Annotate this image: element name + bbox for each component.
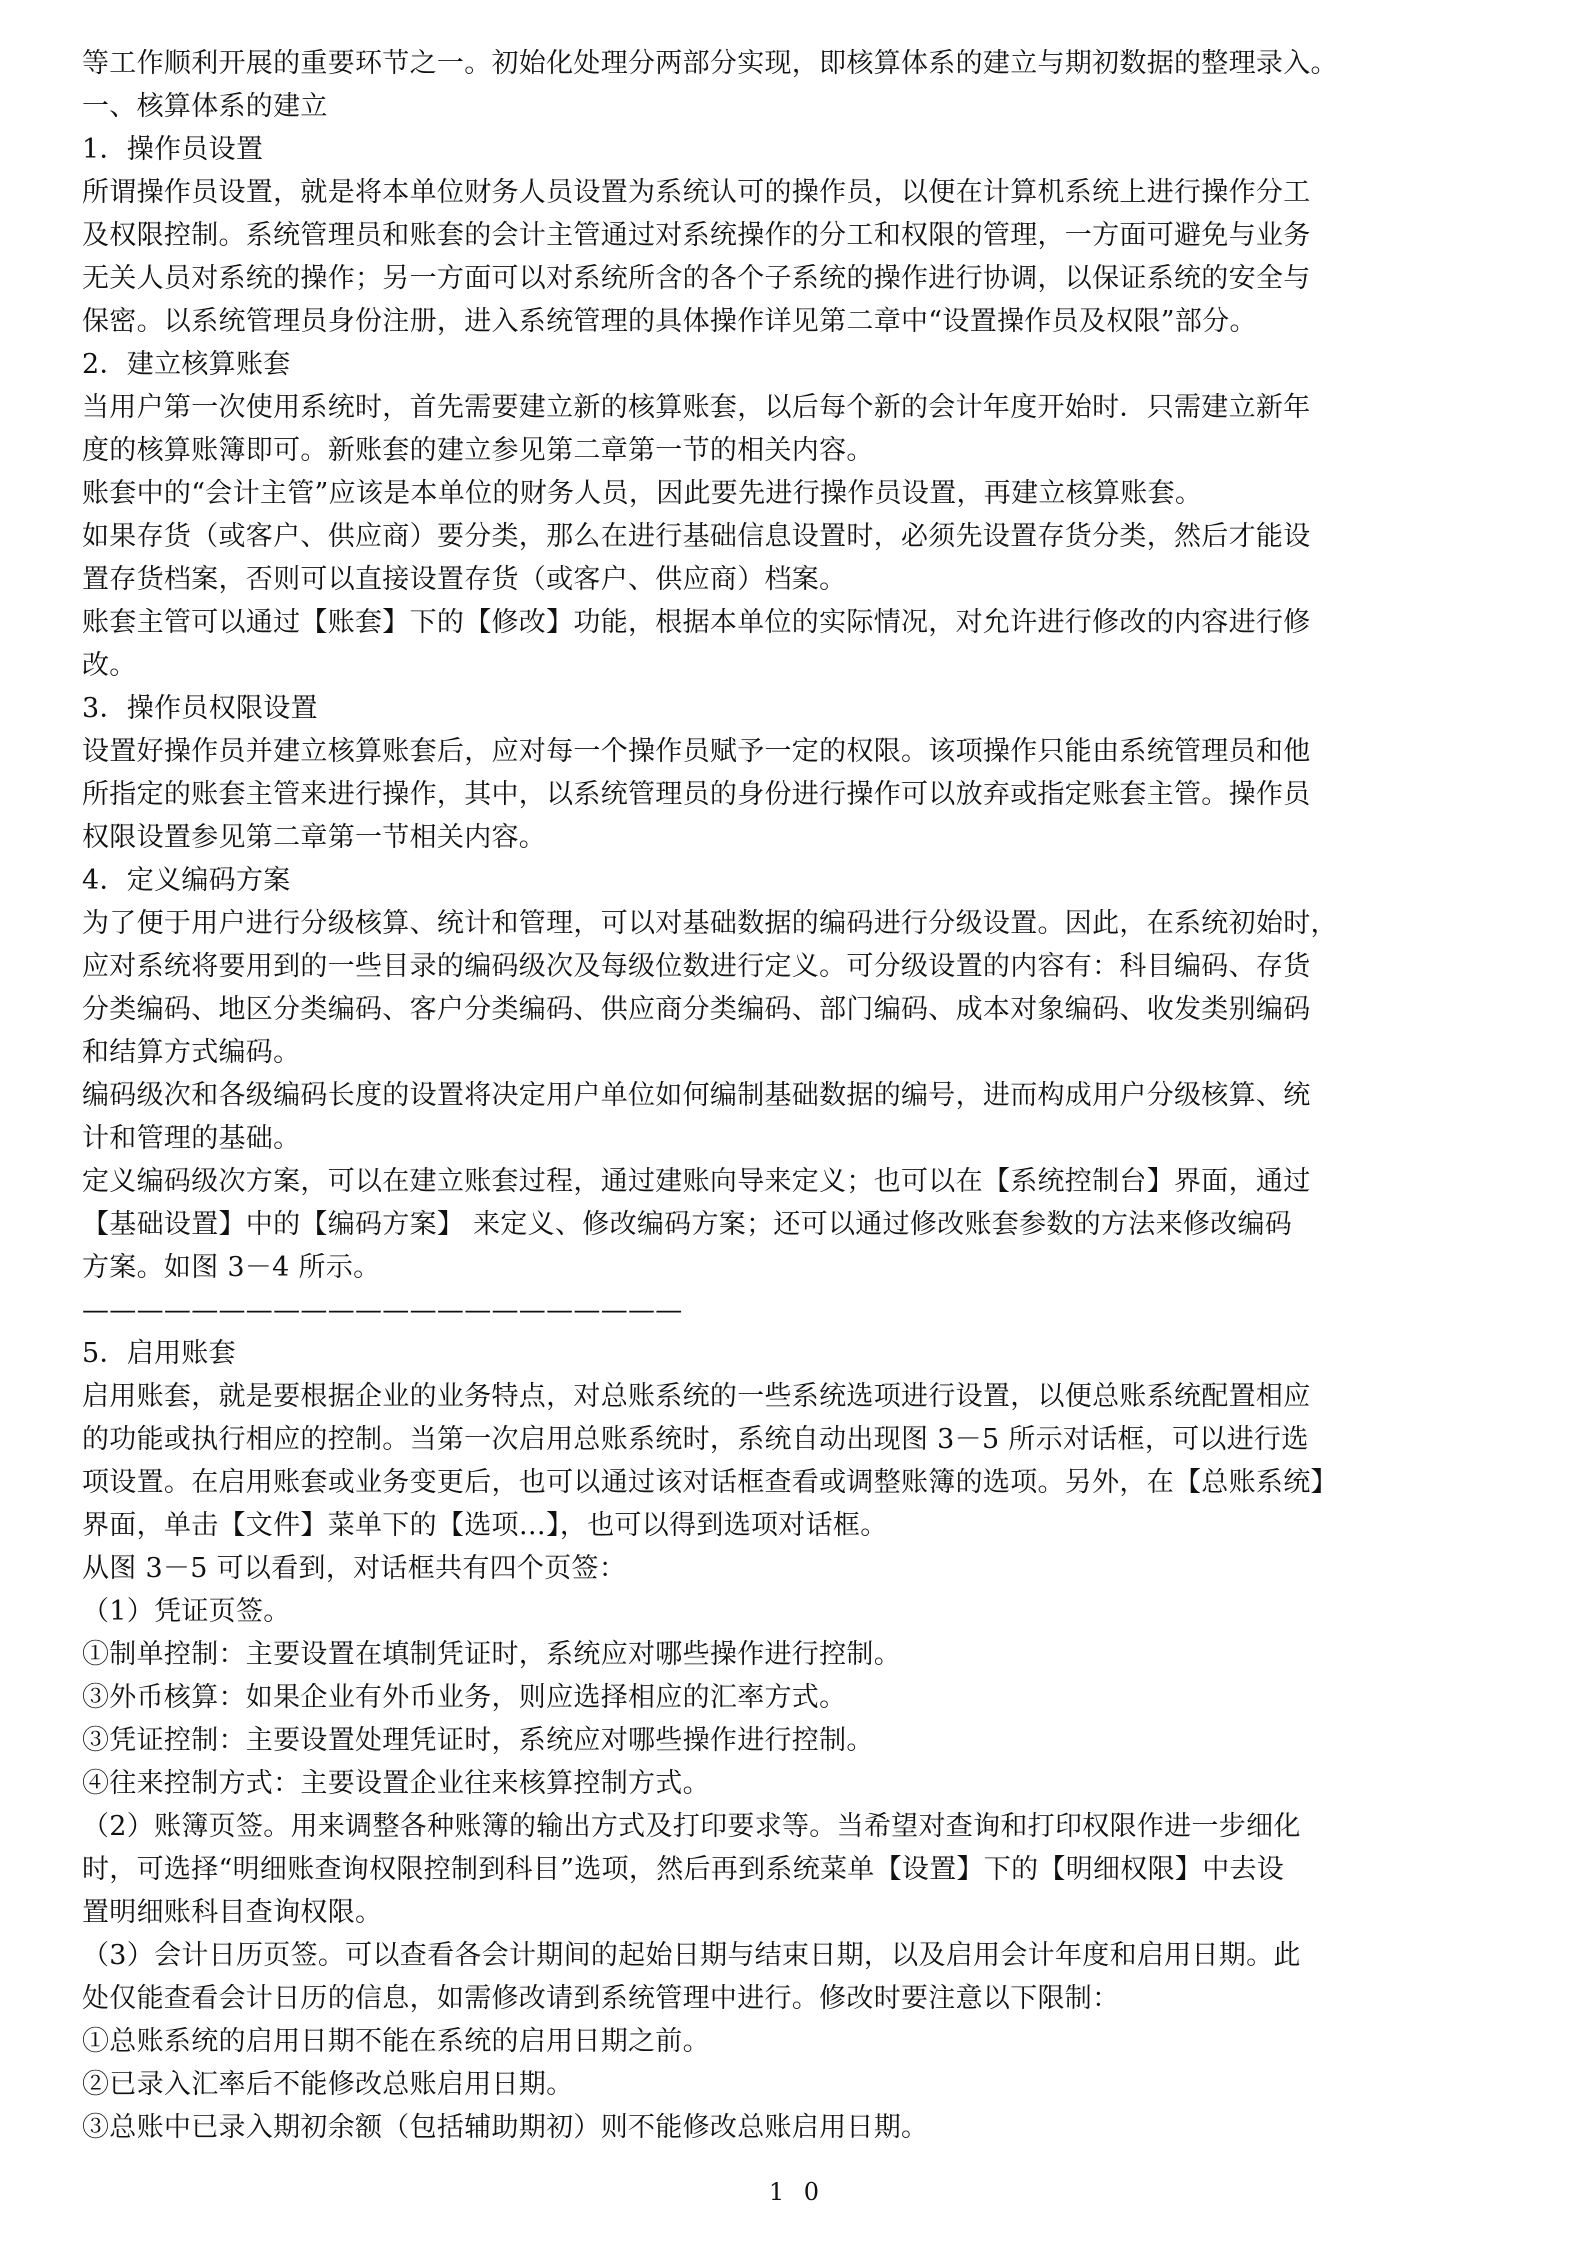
document-body (82, 42, 1522, 2149)
text-line: 改。 (82, 650, 137, 681)
text-line: 如果存货（或客户、供应商）要分类，那么在进行基础信息设置时，必须先设置存货分类，然后才能设 (82, 521, 1311, 552)
text-line: 一、核算体系的建立 (82, 91, 328, 122)
text-line: 所指定的账套主管来进行操作，其中，以系统管理员的身份进行操作可以放弃或指定账套主管。操作员 (82, 779, 1311, 810)
text-line: 账套中的“会计主管”应该是本单位的财务人员，因此要先进行操作员设置，再建立核算账套。 (82, 478, 1203, 509)
text-line: 时，可选择“明细账查询权限控制到科目”选项，然后再到系统菜单【设置】下的【明细权限】中去设 (82, 1854, 1285, 1885)
text-line: 账套主管可以通过【账套】下的【修改】功能，根据本单位的实际情况，对允许进行修改的内容进行修 (82, 607, 1311, 638)
text-line: 界面，单击【文件】菜单下的【选项…】，也可以得到选项对话框。 (82, 1510, 888, 1541)
text-line: （2）账簿页签。用来调整各种账簿的输出方式及打印要求等。当希望对查询和打印权限作进一步细化 (82, 1811, 1301, 1842)
text-line: 2．建立核算账套 (82, 349, 291, 380)
text-line: ①制单控制：主要设置在填制凭证时，系统应对哪些操作进行控制。 (82, 1639, 901, 1670)
text-line: 置明细账科目查询权限。 (82, 1897, 383, 1928)
text-line: 保密。以系统管理员身份注册，进入系统管理的具体操作详见第二章中“设置操作员及权限”部分。 (82, 306, 1257, 337)
text-line: （3）会计日历页签。可以查看各会计期间的起始日期与结束日期，以及启用会计年度和启用日期。此 (82, 1940, 1301, 1971)
text-line: 度的核算账簿即可。新账套的建立参见第二章第一节的相关内容。 (82, 435, 874, 466)
text-line: 4．定义编码方案 (82, 865, 291, 896)
text-line: 编码级次和各级编码长度的设置将决定用户单位如何编制基础数据的编号，进而构成用户分级核算、统 (82, 1080, 1311, 1111)
text-line: 方案。如图 3－4 所示。 (82, 1252, 381, 1283)
text-line: 定义编码级次方案，可以在建立账套过程，通过建账向导来定义；也可以在【系统控制台】界面，通过 (82, 1166, 1311, 1197)
text-line: 应对系统将要用到的一些目录的编码级次及每级位数进行定义。可分级设置的内容有：科目编码、存货 (82, 951, 1311, 982)
text-line: 等工作顺利开展的重要环节之一。初始化处理分两部分实现，即核算体系的建立与期初数据的整理录入。 (82, 48, 1338, 79)
text-line: 项设置。在启用账套或业务变更后，也可以通过该对话框查看或调整账簿的选项。另外，在【总账系统】 (82, 1467, 1338, 1498)
text-line: （1）凭证页签。 (82, 1596, 291, 1627)
text-line: 设置好操作员并建立核算账套后，应对每一个操作员赋予一定的权限。该项操作只能由系统管理员和他 (82, 736, 1311, 767)
text-line: 的功能或执行相应的控制。当第一次启用总账系统时，系统自动出现图 3－5 所示对话框，可以进行选 (82, 1424, 1309, 1455)
text-line: 为了便于用户进行分级核算、统计和管理，可以对基础数据的编码进行分级设置。因此，在系统初始时， (82, 908, 1338, 939)
text-line: ④往来控制方式：主要设置企业往来核算控制方式。 (82, 1768, 710, 1799)
page-number: 1 0 (768, 2178, 826, 2206)
text-line: 从图 3－5 可以看到，对话框共有四个页签： (82, 1553, 627, 1584)
text-line: 处仅能查看会计日历的信息，如需修改请到系统管理中进行。修改时要注意以下限制： (82, 1983, 1120, 2014)
text-line: 无关人员对系统的操作；另一方面可以对系统所含的各个子系统的操作进行协调，以保证系统的安全与 (82, 263, 1311, 294)
text-line: ②已录入汇率后不能修改总账启用日期。 (82, 2069, 574, 2100)
text-line: 权限设置参见第二章第一节相关内容。 (82, 822, 547, 853)
text-line: 当用户第一次使用系统时，首先需要建立新的核算账套，以后每个新的会计年度开始时．只需建立新年 (82, 392, 1311, 423)
text-line: 5．启用账套 (82, 1338, 236, 1369)
text-line: 【基础设置】中的【编码方案】 来定义、修改编码方案；还可以通过修改账套参数的方法来修改编码 (82, 1209, 1293, 1240)
text-line: ③总账中已录入期初余额（包括辅助期初）则不能修改总账启用日期。 (82, 2112, 929, 2143)
text-line: ③外币核算：如果企业有外币业务，则应选择相应的汇率方式。 (82, 1682, 847, 1713)
text-line: 和结算方式编码。 (82, 1037, 301, 1068)
text-line: 计和管理的基础。 (82, 1123, 301, 1154)
text-line: 置存货档案，否则可以直接设置存货（或客户、供应商）档案。 (82, 564, 847, 595)
text-line: 及权限控制。系统管理员和账套的会计主管通过对系统操作的分工和权限的管理，一方面可避免与业务 (82, 220, 1311, 251)
text-line: 分类编码、地区分类编码、客户分类编码、供应商分类编码、部门编码、成本对象编码、收发类别编码 (82, 994, 1311, 1025)
text-line: 1．操作员设置 (82, 134, 264, 165)
text-line: 所谓操作员设置，就是将本单位财务人员设置为系统认可的操作员，以便在计算机系统上进行操作分工 (82, 177, 1311, 208)
text-line: 启用账套，就是要根据企业的业务特点，对总账系统的一些系统选项进行设置，以便总账系统配置相应 (82, 1381, 1311, 1412)
text-line: —————————————————————— (82, 1295, 683, 1326)
text-line: ①总账系统的启用日期不能在系统的启用日期之前。 (82, 2026, 710, 2057)
text-line: 3．操作员权限设置 (82, 693, 318, 724)
text-line: ③凭证控制：主要设置处理凭证时，系统应对哪些操作进行控制。 (82, 1725, 874, 1756)
